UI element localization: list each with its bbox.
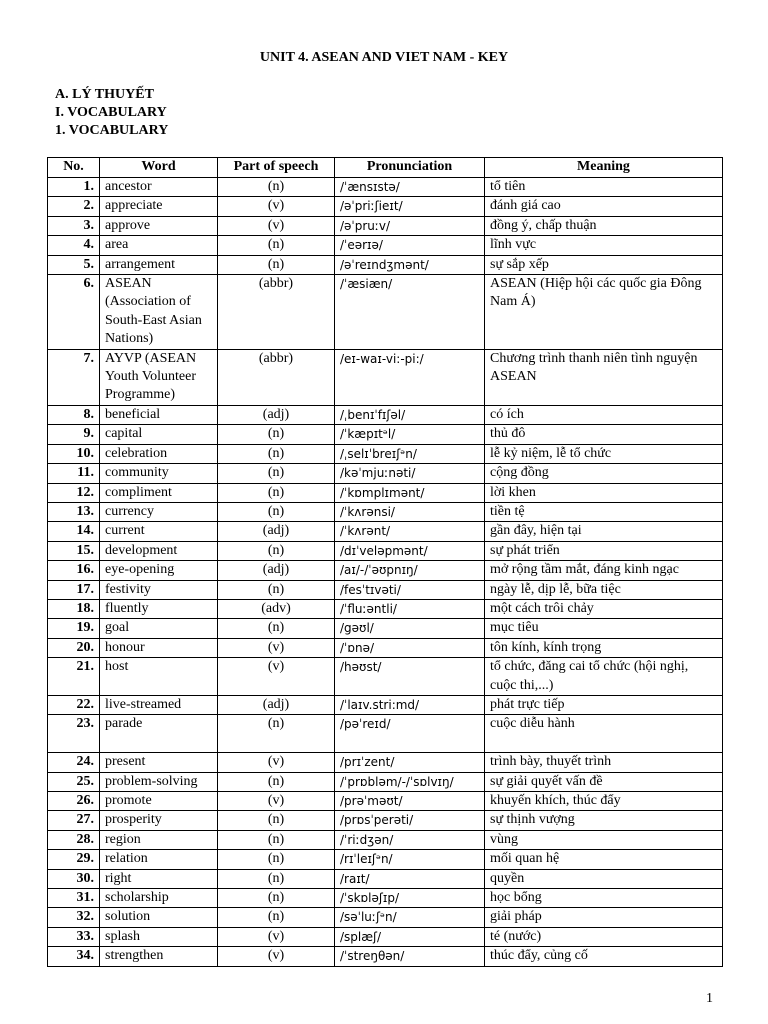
cell-word: eye-opening: [100, 561, 218, 580]
header-part-of-speech: Part of speech: [218, 158, 335, 178]
table-row: [48, 753, 723, 772]
cell-number: 23.: [48, 715, 100, 753]
cell-meaning: quyền: [485, 869, 723, 888]
table-row: [48, 178, 723, 197]
cell-part-of-speech: (v): [218, 638, 335, 657]
cell-pronunciation: /prɪˈzent/: [335, 753, 485, 772]
cell-pronunciation: /dɪˈveləpmənt/: [335, 541, 485, 560]
cell-pronunciation: /ˌselɪˈbreɪʃᵊn/: [335, 444, 485, 463]
cell-number: 12.: [48, 483, 100, 502]
cell-part-of-speech: (abbr): [218, 349, 335, 405]
cell-word: fluently: [100, 599, 218, 618]
cell-meaning: tiền tệ: [485, 502, 723, 521]
cell-pronunciation: /ˈeərɪə/: [335, 236, 485, 255]
table-row: [48, 658, 723, 696]
cell-pronunciation: /fesˈtɪvəti/: [335, 580, 485, 599]
table-row: [48, 197, 723, 216]
cell-part-of-speech: (abbr): [218, 275, 335, 350]
table-row: [48, 638, 723, 657]
cell-number: 17.: [48, 580, 100, 599]
cell-pronunciation: /ˈkɒmplɪmənt/: [335, 483, 485, 502]
table-row: [48, 850, 723, 869]
cell-word: promote: [100, 791, 218, 810]
cell-number: 30.: [48, 869, 100, 888]
table-header-row: [48, 158, 723, 178]
section-heading-theory: A. LÝ THUYẾT: [55, 87, 154, 102]
cell-meaning: sự giải quyết vấn đề: [485, 772, 723, 791]
cell-meaning: cuộc diễu hành: [485, 715, 723, 753]
cell-number: 10.: [48, 444, 100, 463]
cell-pronunciation: /prəˈməʊt/: [335, 791, 485, 810]
cell-number: 28.: [48, 830, 100, 849]
cell-number: 14.: [48, 522, 100, 541]
cell-word: region: [100, 830, 218, 849]
cell-word: celebration: [100, 444, 218, 463]
cell-word: host: [100, 658, 218, 696]
cell-pronunciation: /rɪˈleɪʃᵊn/: [335, 850, 485, 869]
cell-word: AYVP (ASEAN Youth Volunteer Programme): [100, 349, 218, 405]
cell-meaning: đồng ý, chấp thuận: [485, 216, 723, 235]
cell-meaning: ngày lễ, dịp lễ, bữa tiệc: [485, 580, 723, 599]
cell-meaning: mở rộng tầm mắt, đáng kinh ngạc: [485, 561, 723, 580]
cell-meaning: lời khen: [485, 483, 723, 502]
cell-word: live-streamed: [100, 695, 218, 714]
header-word: Word: [100, 158, 218, 178]
table-row: [48, 275, 723, 350]
cell-number: 19.: [48, 619, 100, 638]
cell-number: 13.: [48, 502, 100, 521]
cell-meaning: té (nước): [485, 927, 723, 946]
cell-pronunciation: /ˈɒnə/: [335, 638, 485, 657]
cell-part-of-speech: (n): [218, 178, 335, 197]
cell-pronunciation: /ˈkʌrənsi/: [335, 502, 485, 521]
cell-word: compliment: [100, 483, 218, 502]
cell-pronunciation: /ˈfluːəntli/: [335, 599, 485, 618]
cell-part-of-speech: (adj): [218, 561, 335, 580]
cell-pronunciation: /əˈreɪndʒmənt/: [335, 255, 485, 274]
cell-number: 20.: [48, 638, 100, 657]
cell-word: right: [100, 869, 218, 888]
header-pronunciation: Pronunciation: [335, 158, 485, 178]
cell-pronunciation: /ˈkæpɪtᵊl/: [335, 425, 485, 444]
cell-part-of-speech: (v): [218, 216, 335, 235]
cell-number: 21.: [48, 658, 100, 696]
cell-pronunciation: /raɪt/: [335, 869, 485, 888]
cell-meaning: sự sắp xếp: [485, 255, 723, 274]
cell-number: 16.: [48, 561, 100, 580]
table-row: [48, 464, 723, 483]
cell-pronunciation: /əˈpruːv/: [335, 216, 485, 235]
cell-pronunciation: /əˈpriːʃieɪt/: [335, 197, 485, 216]
cell-number: 25.: [48, 772, 100, 791]
cell-pronunciation: /ˌbenɪˈfɪʃəl/: [335, 405, 485, 424]
cell-pronunciation: /prɒsˈperəti/: [335, 811, 485, 830]
cell-meaning: thúc đẩy, củng cố: [485, 947, 723, 966]
cell-number: 34.: [48, 947, 100, 966]
table-row: [48, 216, 723, 235]
cell-meaning: lĩnh vực: [485, 236, 723, 255]
cell-part-of-speech: (v): [218, 197, 335, 216]
table-row: [48, 255, 723, 274]
cell-meaning: sự phát triển: [485, 541, 723, 560]
cell-number: 18.: [48, 599, 100, 618]
table-row: [48, 349, 723, 405]
cell-number: 7.: [48, 349, 100, 405]
table-row: [48, 541, 723, 560]
table-row: [48, 599, 723, 618]
cell-part-of-speech: (adj): [218, 522, 335, 541]
cell-pronunciation: /ˈskɒləʃɪp/: [335, 889, 485, 908]
cell-pronunciation: /pəˈreɪd/: [335, 715, 485, 753]
table-row: [48, 580, 723, 599]
cell-number: 3.: [48, 216, 100, 235]
table-row: [48, 889, 723, 908]
cell-number: 4.: [48, 236, 100, 255]
cell-meaning: sự thịnh vượng: [485, 811, 723, 830]
cell-word: honour: [100, 638, 218, 657]
cell-word: splash: [100, 927, 218, 946]
cell-part-of-speech: (n): [218, 850, 335, 869]
cell-word: goal: [100, 619, 218, 638]
table-row: [48, 811, 723, 830]
cell-meaning: Chương trình thanh niên tình nguyện ASEAN: [485, 349, 723, 405]
table-row: [48, 927, 723, 946]
table-body: [48, 178, 723, 967]
cell-number: 11.: [48, 464, 100, 483]
cell-pronunciation: /gəʊl/: [335, 619, 485, 638]
table-row: [48, 561, 723, 580]
cell-meaning: tổ tiên: [485, 178, 723, 197]
cell-part-of-speech: (adj): [218, 405, 335, 424]
cell-word: community: [100, 464, 218, 483]
cell-meaning: giải pháp: [485, 908, 723, 927]
cell-part-of-speech: (v): [218, 947, 335, 966]
cell-meaning: phát trực tiếp: [485, 695, 723, 714]
table-row: [48, 502, 723, 521]
cell-word: beneficial: [100, 405, 218, 424]
cell-part-of-speech: (n): [218, 869, 335, 888]
table-row: [48, 715, 723, 753]
cell-meaning: tôn kính, kính trọng: [485, 638, 723, 657]
table-row: [48, 908, 723, 927]
cell-word: area: [100, 236, 218, 255]
table-row: [48, 791, 723, 810]
cell-number: 22.: [48, 695, 100, 714]
cell-pronunciation: /ˈstreŋθən/: [335, 947, 485, 966]
cell-meaning: trình bày, thuyết trình: [485, 753, 723, 772]
cell-number: 1.: [48, 178, 100, 197]
cell-part-of-speech: (v): [218, 927, 335, 946]
cell-part-of-speech: (n): [218, 236, 335, 255]
cell-part-of-speech: (n): [218, 619, 335, 638]
cell-pronunciation: /ˈkʌrənt/: [335, 522, 485, 541]
cell-number: 6.: [48, 275, 100, 350]
cell-part-of-speech: (n): [218, 483, 335, 502]
cell-pronunciation: /aɪ/-/ˈəʊpnɪŋ/: [335, 561, 485, 580]
cell-pronunciation: /ˈprɒbləm/-/ˈsɒlvɪŋ/: [335, 772, 485, 791]
section-heading-vocabulary-numbered: 1. VOCABULARY: [55, 123, 169, 138]
cell-part-of-speech: (n): [218, 830, 335, 849]
cell-meaning: học bổng: [485, 889, 723, 908]
cell-pronunciation: /eɪ-waɪ-vi:-pi:/: [335, 349, 485, 405]
cell-number: 27.: [48, 811, 100, 830]
cell-number: 33.: [48, 927, 100, 946]
cell-pronunciation: /ˈlaɪv.stri:md/: [335, 695, 485, 714]
cell-number: 24.: [48, 753, 100, 772]
cell-word: solution: [100, 908, 218, 927]
cell-word: festivity: [100, 580, 218, 599]
cell-part-of-speech: (n): [218, 908, 335, 927]
table-row: [48, 483, 723, 502]
cell-part-of-speech: (n): [218, 772, 335, 791]
table-row: [48, 695, 723, 714]
cell-part-of-speech: (n): [218, 889, 335, 908]
cell-word: prosperity: [100, 811, 218, 830]
cell-pronunciation: /həʊst/: [335, 658, 485, 696]
cell-word: ASEAN (Association of South-East Asian Nations): [100, 275, 218, 350]
cell-meaning: thủ đô: [485, 425, 723, 444]
cell-part-of-speech: (n): [218, 464, 335, 483]
table-row: [48, 425, 723, 444]
cell-part-of-speech: (n): [218, 444, 335, 463]
cell-word: parade: [100, 715, 218, 753]
cell-word: current: [100, 522, 218, 541]
cell-word: appreciate: [100, 197, 218, 216]
table-row: [48, 772, 723, 791]
cell-meaning: một cách trôi chảy: [485, 599, 723, 618]
cell-word: currency: [100, 502, 218, 521]
cell-meaning: cộng đồng: [485, 464, 723, 483]
table-row: [48, 619, 723, 638]
table-row: [48, 236, 723, 255]
cell-word: approve: [100, 216, 218, 235]
table-row: [48, 522, 723, 541]
cell-meaning: gần đây, hiện tại: [485, 522, 723, 541]
cell-part-of-speech: (v): [218, 753, 335, 772]
cell-part-of-speech: (n): [218, 715, 335, 753]
cell-part-of-speech: (n): [218, 580, 335, 599]
cell-word: strengthen: [100, 947, 218, 966]
cell-number: 31.: [48, 889, 100, 908]
cell-meaning: vùng: [485, 830, 723, 849]
table-row: [48, 947, 723, 966]
cell-number: 2.: [48, 197, 100, 216]
cell-meaning: đánh giá cao: [485, 197, 723, 216]
cell-word: capital: [100, 425, 218, 444]
cell-part-of-speech: (v): [218, 791, 335, 810]
table-row: [48, 405, 723, 424]
cell-word: ancestor: [100, 178, 218, 197]
cell-part-of-speech: (n): [218, 502, 335, 521]
cell-part-of-speech: (n): [218, 255, 335, 274]
cell-meaning: tổ chức, đăng cai tổ chức (hội nghị, cuộc thi,...): [485, 658, 723, 696]
section-heading-vocabulary-roman: I. VOCABULARY: [55, 105, 167, 120]
cell-pronunciation: /səˈluːʃᵊn/: [335, 908, 485, 927]
page-number: 1: [706, 991, 713, 1006]
cell-word: problem-solving: [100, 772, 218, 791]
cell-part-of-speech: (n): [218, 425, 335, 444]
cell-pronunciation: /splæʃ/: [335, 927, 485, 946]
cell-part-of-speech: (adj): [218, 695, 335, 714]
cell-word: development: [100, 541, 218, 560]
cell-meaning: mối quan hệ: [485, 850, 723, 869]
cell-number: 5.: [48, 255, 100, 274]
cell-meaning: lễ kỷ niệm, lễ tổ chức: [485, 444, 723, 463]
cell-word: relation: [100, 850, 218, 869]
cell-word: present: [100, 753, 218, 772]
page-title: UNIT 4. ASEAN AND VIET NAM - KEY: [259, 50, 509, 65]
cell-meaning: mục tiêu: [485, 619, 723, 638]
table-row: [48, 444, 723, 463]
table-row: [48, 830, 723, 849]
cell-number: 15.: [48, 541, 100, 560]
cell-number: 8.: [48, 405, 100, 424]
cell-meaning: có ích: [485, 405, 723, 424]
table-row: [48, 869, 723, 888]
cell-word: scholarship: [100, 889, 218, 908]
cell-part-of-speech: (n): [218, 811, 335, 830]
cell-pronunciation: /ˈænsɪstə/: [335, 178, 485, 197]
cell-number: 26.: [48, 791, 100, 810]
cell-number: 32.: [48, 908, 100, 927]
cell-meaning: khuyến khích, thúc đẩy: [485, 791, 723, 810]
cell-part-of-speech: (adv): [218, 599, 335, 618]
header-meaning: Meaning: [485, 158, 723, 178]
cell-word: arrangement: [100, 255, 218, 274]
cell-pronunciation: /kəˈmjuːnəti/: [335, 464, 485, 483]
cell-part-of-speech: (n): [218, 541, 335, 560]
cell-pronunciation: /ˈriːdʒən/: [335, 830, 485, 849]
cell-meaning: ASEAN (Hiệp hội các quốc gia Đông Nam Á): [485, 275, 723, 350]
vocabulary-table: [47, 157, 723, 967]
cell-number: 9.: [48, 425, 100, 444]
header-no: No.: [48, 158, 100, 178]
cell-pronunciation: /ˈæsiæn/: [335, 275, 485, 350]
cell-number: 29.: [48, 850, 100, 869]
cell-part-of-speech: (v): [218, 658, 335, 696]
